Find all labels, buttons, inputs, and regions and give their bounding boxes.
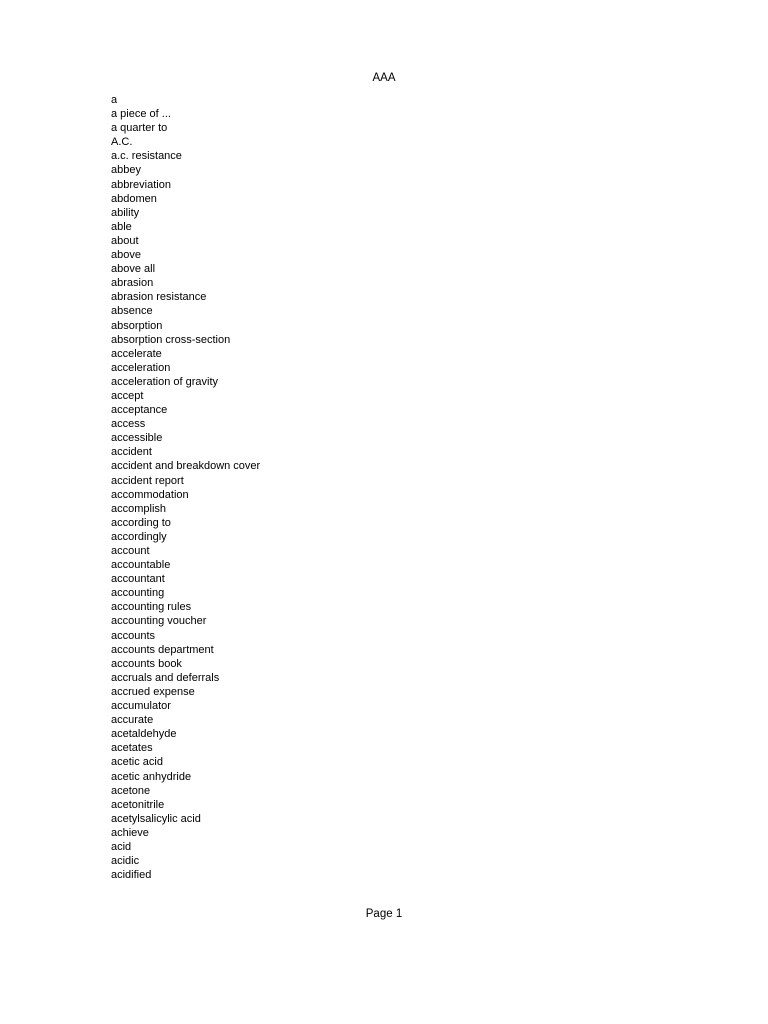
glossary-entry: accrued expense: [111, 685, 195, 698]
glossary-entry: about: [111, 234, 139, 247]
glossary-entry: account: [111, 545, 150, 557]
glossary-entry: access: [111, 418, 146, 431]
glossary-entry: above all: [111, 263, 156, 276]
glossary-entry-list: [111, 93, 260, 882]
glossary-entry: accurate: [111, 714, 154, 727]
glossary-entry: accruals and deferrals: [111, 671, 220, 684]
glossary-entry: acetic acid: [111, 756, 163, 769]
glossary-entry: abbey: [111, 164, 141, 177]
glossary-entry: acceleration of gravity: [111, 375, 218, 388]
glossary-entry: according to: [111, 516, 171, 529]
glossary-entry: absorption cross-section: [111, 333, 231, 346]
glossary-entry: above: [111, 249, 141, 262]
glossary-entry: acceptance: [111, 404, 168, 417]
glossary-entry: abrasion: [111, 277, 154, 290]
page-footer-number: Page 1: [365, 908, 403, 920]
glossary-entry: accident and breakdown cover: [111, 460, 261, 473]
glossary-entry: acid: [111, 840, 132, 853]
glossary-entry: accident report: [111, 474, 184, 487]
page-header-title: AAA: [372, 72, 396, 84]
glossary-entry: a.c. resistance: [111, 150, 182, 163]
glossary-entry: accelerate: [111, 347, 162, 360]
glossary-entry: abdomen: [111, 192, 157, 205]
glossary-entry: absorption: [111, 319, 163, 332]
glossary-entry: acceleration: [111, 361, 171, 374]
glossary-entry: a piece of ...: [111, 108, 171, 121]
glossary-entry: accordingly: [111, 530, 167, 543]
glossary-entry: abrasion resistance: [111, 291, 207, 304]
glossary-entry: acetonitrile: [111, 798, 165, 811]
glossary-entry: acidified: [111, 869, 152, 882]
glossary-entry: acidic: [111, 855, 140, 868]
glossary-entry: accept: [111, 389, 144, 402]
glossary-entry: accident: [111, 446, 152, 459]
glossary-entry: achieve: [111, 826, 149, 839]
glossary-entry: accounts: [111, 629, 156, 642]
glossary-entry: accounting rules: [111, 601, 192, 614]
glossary-entry: accessible: [111, 432, 163, 445]
glossary-entry: accountant: [111, 573, 165, 586]
glossary-entry: accounting: [111, 587, 165, 600]
glossary-entry: accounts book: [111, 657, 182, 670]
glossary-entry: a quarter to: [111, 122, 168, 135]
glossary-entry: able: [111, 220, 132, 233]
glossary-entry: acetic anhydride: [111, 770, 192, 783]
glossary-entry: accounting voucher: [111, 615, 207, 628]
glossary-entry: accomplish: [111, 502, 167, 515]
glossary-entry: acetylsalicylic acid: [111, 812, 201, 825]
glossary-entry: acetaldehyde: [111, 728, 177, 741]
glossary-entry: accommodation: [111, 488, 189, 501]
glossary-entry: A.C.: [111, 136, 133, 149]
glossary-entry: absence: [111, 305, 153, 318]
glossary-entry: abbreviation: [111, 178, 171, 191]
glossary-entry: a: [111, 94, 118, 106]
glossary-entry: accumulator: [111, 700, 171, 713]
glossary-entry: accounts department: [111, 643, 214, 656]
glossary-entry: accountable: [111, 559, 171, 572]
glossary-entry: ability: [111, 206, 140, 219]
glossary-entry: acetone: [111, 784, 151, 797]
glossary-entry: acetates: [111, 742, 153, 755]
